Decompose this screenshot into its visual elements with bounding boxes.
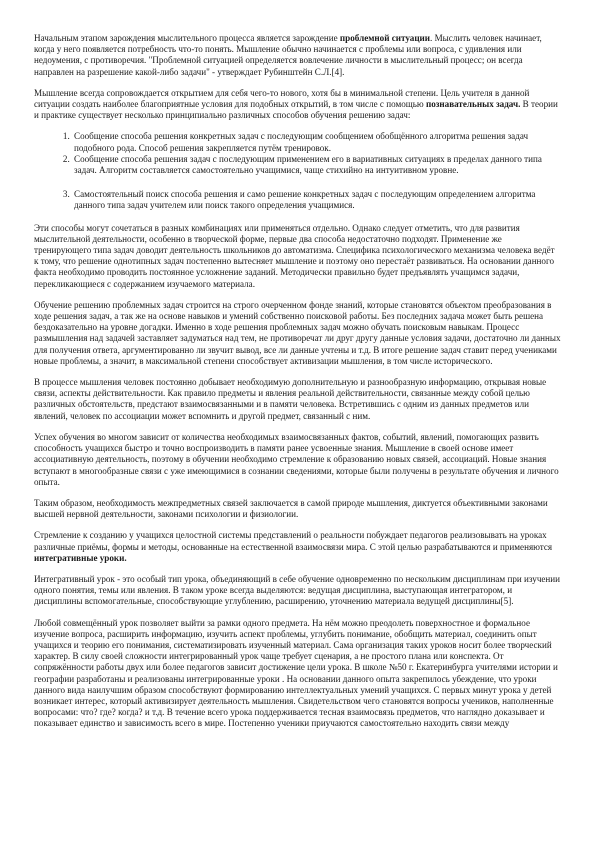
paragraph-associations: В процессе мышления человек постоянно добывает необходимую дополнительную и разнообразную информацию, открывая новые связи, аспекты действительности. Как правило предметы и явления реальной действительности, связанные между собой целью различных обстоятельств, предстают взаимосвязанными и в памяти человека. Встретившись с одним из данных предметов или явлений, человек по ассоциации может вспомнить и другой предмет, связанный с ним.	[34, 377, 547, 421]
paragraph-cognitive-tasks: Мышление всегда сопровождается открытием для себя чего-то нового, хотя бы в минимальной степени. Цель учителя в данной ситуации создать наиболее благоприятные условия для подобных открытий, в том числе с помощью познавательных задач. В теории и практике существует несколько принципиально различных способов обучения решению задач:	[34, 87, 558, 121]
paragraph-combined-lesson: Любой совмещённый урок позволяет выйти за рамки одного предмета. На нём можно преодолеть поверхностное и формальное изучение вопроса, расширить информацию, изучить аспект проблемы, углубить понимание, обобщить материал, соединить опыт учащихся и теорию его понимания, систематизировать изученный материал. Сама организация таких уроков носит более творческий характер. В силу своей сложности интегрированный урок чаще требует сценария, а не простого плана или конспекта. От сопряжённости работы двух или более педагогов зависит достижение цели урока. В школе №50 г. Екатеринбурга учителями истории и географии разработаны и реализованы интегрированные уроки . На основании данного опыта закрепилось убеждение, что уроки данного вида наилучшим образом способствуют формированию интеллектуальных умений учащихся. С первых минут урока у детей возникает интерес, который активизирует деятельность мышления. Свидетельством чего становятся вопросы учеников, наполненные вопросами: что? где? когда? и т.д. В течение всего урока поддерживается тесная взаимосвязь предметов, что наглядно доказывает и показывает единство и зависимость всего в мире. Постепенно ученики приучаются самостоятельно находить связи между	[34, 617, 558, 729]
paragraph-problem-tasks: Обучение решению проблемных задач строится на строго очерченном фонде знаний, которые становятся объектом преобразования в ходе решения задач, а так же на основе навыков и умений собственно поисковой работы. Без последних задача может быть решена бездоказательно на уровне догадки. Именно в ходе решения проблемных задач можно обучать поисковым навыкам. Процесс размышления над задачей заставляет задуматься над тем, не противоречат ли друг другу данные условия задачи, достаточно ли данных для получения ответа, аргументированно ли звучит вывод, все ли данные учтены и т.д. В итоге решение задач ставит перед учениками новые проблемы, а значит, в максимальной степени способствует активизации мышления, в том числе исторического.	[34, 299, 561, 366]
paragraph-methods-combination: Эти способы могут сочетаться в разных комбинациях или применяться отдельно. Однако следует отметить, что для развития мыслительной деятельности, особенно в творческой форме, первые два способа недостаточно подходят. Применение же тренирующего типа задач доводит деятельность школьников до автоматизма. Специфика психологического механизма человека ведёт к тому, что решение однотипных задач постепенно вытесняет мышление и поэтому оно перестаёт развиваться. На основании данного факта необходимо проводить постоянное усложнение заданий. Методически правильно будет предъявлять учащимся задачи, перекликающиеся с содержанием изучаемого материала.	[34, 222, 555, 289]
paragraph-learning-success: Успех обучения во многом зависит от количества необходимых взаимосвязанных фактов, событий, явлений, помогающих развить способность учащихся быстро и точно воспроизводить в памяти ранее усвоенные знания. Мышление в своей основе имеет ассоциативную деятельность, поэтому в обучении необходимо стремление к образованию новых связей, ассоциаций. Новые знания вступают в многообразные связи с уже имеющимися в сознании сведениями, которые были получены в результате обучения и личного опыта.	[34, 431, 559, 487]
term-integrative-lessons: интегративные уроки.	[34, 552, 127, 563]
list-item: 2. Сообщение способа решения задач с последующим применением его в вариативных ситуациях в пределах данного типа задач. Алгоритм составляется самостоятельно учащимися, чаще стихийно на интуитивном уровне.	[72, 154, 561, 176]
paragraph-integrative-definition: Интегративный урок - это особый тип урока, объединяющий в себе обучение одновременно по нескольким дисциплинам при изучении одного понятия, темы или явления. В таком уроке всегда выделяются: ведущая дисциплина, выступающая интегратором, и дисциплины вспомогательные, способствующие углублению, расширению, уточнению материала ведущей дисциплины[5].	[34, 573, 561, 607]
paragraph-problem-situation: Начальным этапом зарождения мыслительного процесса является зарождение проблемной ситуации. Мыслить человек начинает, когда у него появляется потребность что-то понять. Мышление обычно начинается с проблемы или вопроса, с удивления или недоумения, с противоречия. "Проблемной ситуацией определяется вовлечение личности в мыслительный процесс; он всегда направлен на разрешение какой-либо задачи" - утверждает Рубинштейн С.Л.[4].	[34, 33, 542, 77]
list-item: 3. Самостоятельный поиск способа решения и само решение конкретных задач с последующим определением алгоритма данного типа задач учителем или поиск такого определения учащимися.	[72, 189, 561, 211]
paragraph-interdisciplinary: Таким образом, необходимость межпредметных связей заключается в самой природе мышления, диктуется объективными законами высшей нервной деятельности, законами психологии и физиологии.	[34, 497, 548, 520]
document-page	[34, 33, 561, 740]
term-cognitive-tasks: познавательных задач.	[425, 99, 521, 110]
list-item: 1. Сообщение способа решения конкретных задач с последующим сообщением обобщённого алгоритма решения задач подобного рода. Способ решения закрепляется путём тренировок.	[72, 131, 561, 153]
term-problem-situation: проблемной ситуации	[339, 33, 431, 43]
methods-list	[34, 131, 561, 211]
paragraph-integrative-intro: Стремление к созданию у учащихся целостной системы представлений о реальности побуждает педагогов реализовывать на уроках различные приёмы, формы и методы, основанные на естественной взаимосвязи мира. С этой целью разрабатываются и применяются интегративные уроки.	[34, 530, 553, 563]
